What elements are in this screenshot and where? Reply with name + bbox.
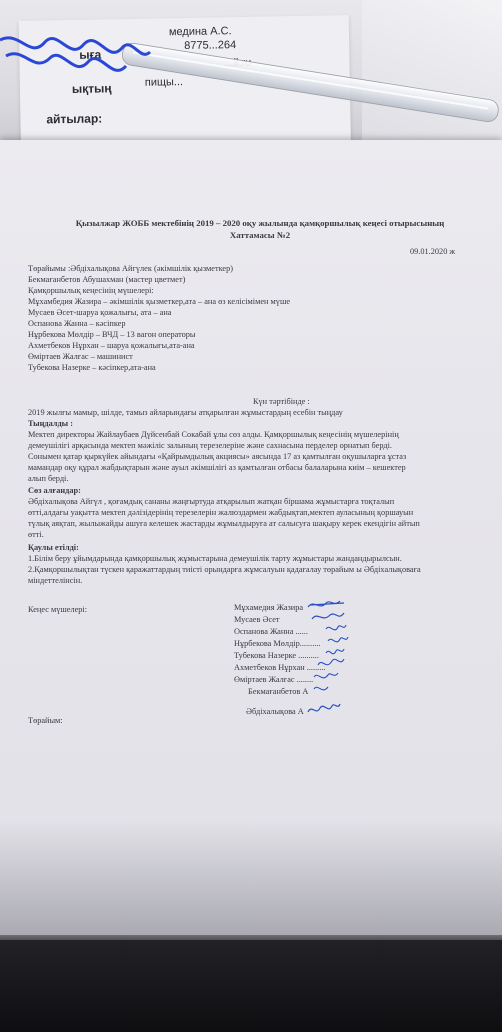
signature-name: Оспанова Жанна ...... [234, 627, 308, 636]
back-text-line: ықтың [71, 81, 112, 96]
back-text-line: медина А.С. [168, 25, 232, 39]
signature-name: Өміртаев Жалғас ........ [234, 675, 314, 684]
document-title: Қызылжар ЖОББ мектебінің 2019 – 2020 оқу жылында қамқоршылық кеңесі отырысының [75, 218, 445, 228]
attendance-line: Бекмағанбетов Абушахман (мастер цветмет) [28, 275, 186, 284]
heard-line: алып берді. [28, 474, 69, 483]
chair-label: Төрайым: [28, 716, 63, 725]
chair-signature-mark [304, 698, 344, 720]
attendance-line: Мұхамбедия Жазира – әкімшілік қызметкер,ата – ана өз келісімімен мүше [28, 297, 291, 306]
resolved-label: Қаулы етілді: [28, 543, 79, 552]
signature-name: Нұрбекова Мөлдір.......... [234, 639, 321, 648]
signature-name: Ахметбеков Нұрхан ......... [234, 663, 326, 672]
chair-signature-name: Әбдіхалықова А [246, 707, 304, 716]
ballpoint-pen [0, 0, 502, 160]
heard-line: Сонымен қатар қыркүйек айындағы «Қайрымдылық акциясы» аясында 17 аз қамтылған оқушыларға ұстаз [28, 452, 407, 461]
dark-table-surface [0, 940, 502, 1032]
spoke-line: Әбдіхалықова Айгүл , қоғамдық сананы жаңғыртуда атқарылып жатқан біршама жұмыстарға тоқталып [28, 497, 395, 506]
agenda-title: Күн тәртібінде : [253, 397, 310, 406]
members-signatures-mark [300, 595, 370, 703]
back-text-line: ыға [79, 47, 102, 62]
paper-shadow [0, 820, 502, 940]
heard-label: Тыңдалды : [28, 419, 73, 428]
members-label: Кеңес мүшелері: [28, 605, 88, 614]
heard-line: демеушілігі арқасында мектеп мәжіліс залының терезелеріне және сахнасына перделер орнатып берді. [28, 441, 392, 450]
spoke-line: өтті,алдағы уақытта мектеп дәлізідерінің терезелерін жалюздармен жабдықтап,мектеп ауласының қоршауын [28, 508, 414, 517]
resolved-line: 2.Қамқоршылықтан түскен қаражаттардың тиісті орындарға жұмсалуын қадағалау төрайым ы Әбдіхалықоваға [28, 565, 421, 574]
attendance-line: Ахметбеков Нұрхан – шаруа қожалығы,ата-ана [28, 341, 195, 350]
spoke-line: түлық аяқтап, жылыжайды ашуға келешек жастарды жұмылдыруға ат салысуға шақыру керек екендігін айтып [28, 519, 420, 528]
heard-line: мамандар оқу құрал жабдықтарын және ауыл әкімшілігі аз қамтылған отбасы балаларына киім – кешектер [28, 463, 406, 472]
heard-line: Мектеп директоры Жайлаубаев Дүйсенбай Сокабай ұлы сөз алды. Қамқоршылық кеңесінің мүшелерінің [28, 430, 399, 439]
signature-name: Тубекова Назерке .......... [234, 651, 319, 660]
signature-name: Бекмағанбетов А [248, 687, 309, 696]
spoke-line: өтті. [28, 530, 44, 539]
attendance-line: Оспанова Жанна – кәсіпкер [28, 319, 126, 328]
resolved-line: міндеттелінсін. [28, 576, 83, 585]
document-date: 09.01.2020 ж [410, 247, 456, 256]
signature-name: Мусаев Әсет [234, 615, 280, 624]
agenda-text: 2019 жылғы мамыр, шілде, тамыз айларындағы атқарылған жұмыстардың есебін тыңдау [28, 408, 343, 417]
back-text-line: пищы... [144, 76, 184, 89]
attendance-line: Қамқоршылық кеңесінің мүшелері: [28, 286, 154, 295]
spoke-label: Сөз алғандар: [28, 486, 81, 495]
attendance-line: Мусаев Әсет-шаруа қожалығы, ата – ана [28, 308, 172, 317]
back-text-line: айтылар: [46, 111, 103, 127]
attendance-line: Төрайымы :Әбдіхалықова Айгүлек (әкімшілік қызметкер) [28, 264, 233, 273]
resolved-line: 1.Білім беру ұйымдарында қамқоршылық жұмыстарына демеушілік тарту жұмыстары жандандырылсын. [28, 554, 402, 563]
signature-name: Мұхамедия Жазира [234, 603, 304, 612]
document-subtitle: Хаттамасы №2 [229, 230, 291, 240]
attendance-line: Нұрбекова Мөлдір – ВЧД – 13 вагон операторы [28, 330, 196, 339]
attendance-line: Тубекова Назерке – кәсіпкер,ата-ана [28, 363, 156, 372]
back-text-line: 8775...264 [184, 39, 237, 53]
attendance-line: Өміртаев Жалғас – машинист [28, 352, 133, 361]
